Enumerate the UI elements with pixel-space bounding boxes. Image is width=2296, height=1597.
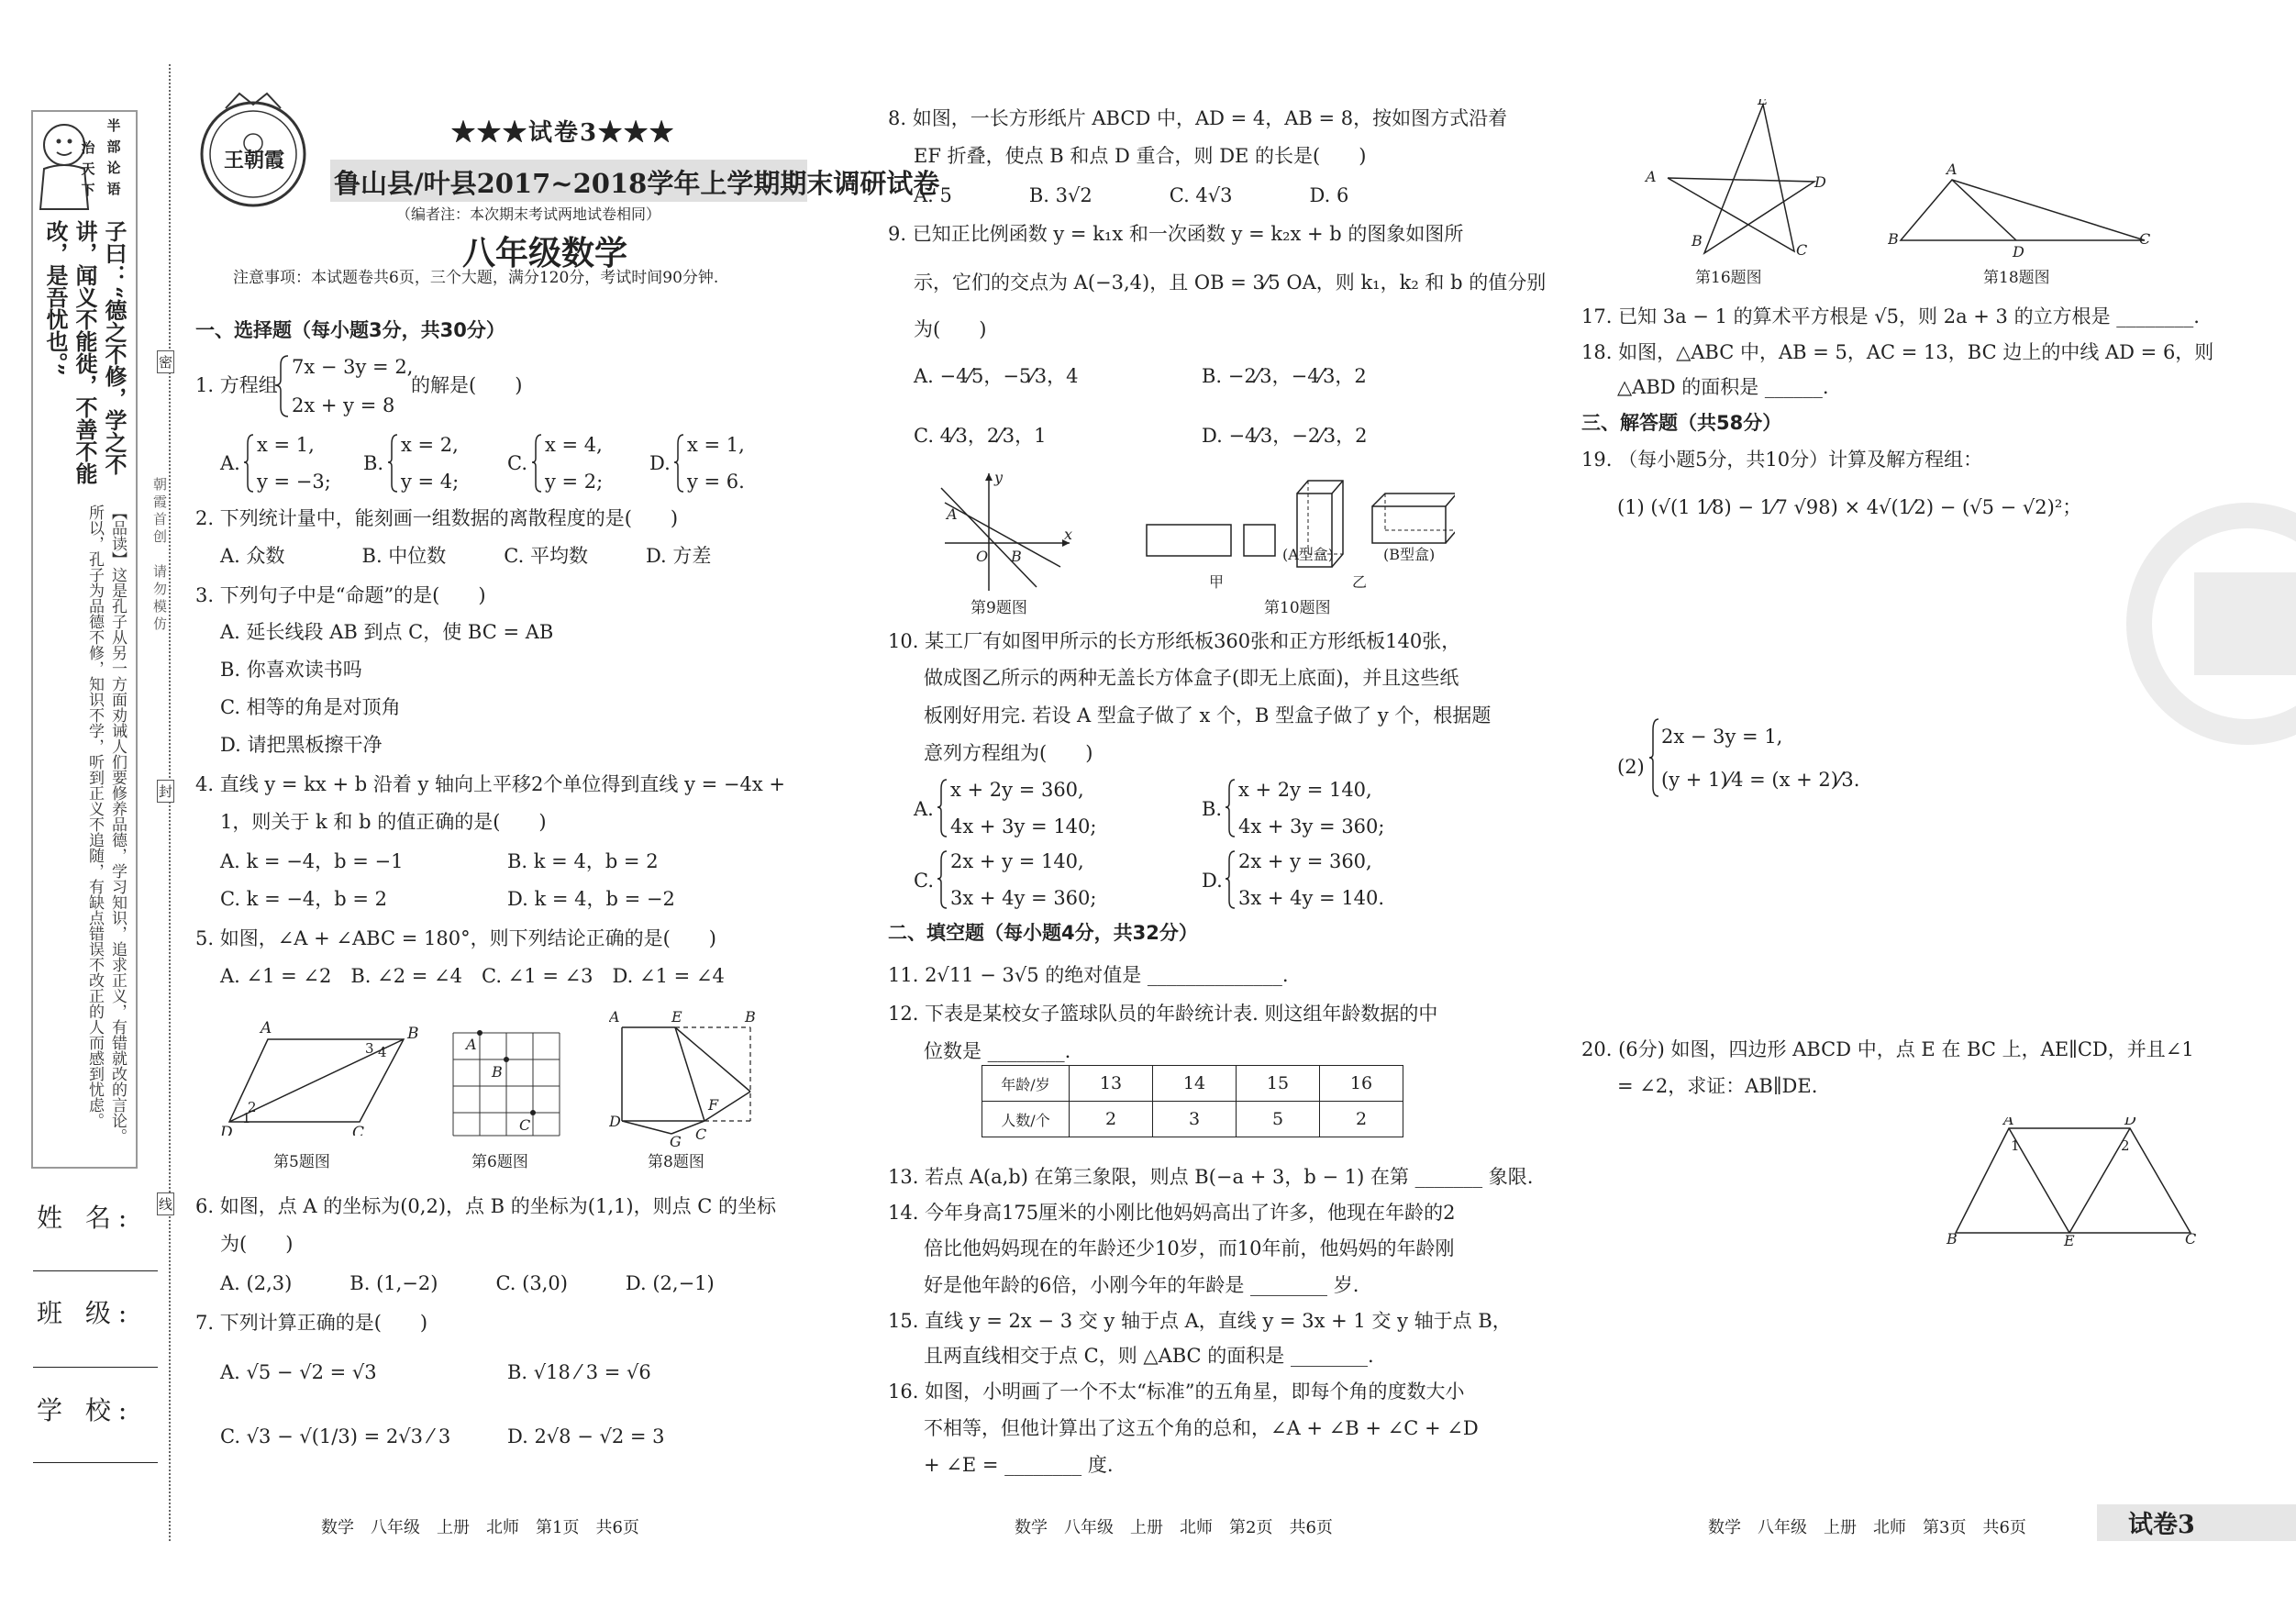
col3-line: 19. （每小题5分，共10分）计算及解方程组：	[1581, 449, 1983, 471]
svg-text:E: E	[2064, 1232, 2075, 1246]
col2-line: 13. 若点 A(a,b) 在第三象限，则点 B(−a + 3，b − 1) 在第 _______ 象限.	[888, 1166, 1534, 1188]
svg-text:D: D	[2013, 243, 2024, 261]
col1-line: 2x + y = 8	[292, 394, 395, 416]
col1-line: x = 4,	[545, 434, 603, 456]
col1-line: C. 相等的角是对顶角	[220, 696, 401, 718]
col1-line: 7x − 3y = 2,	[292, 356, 414, 378]
svg-text:G: G	[670, 1133, 682, 1147]
exam-notice: 注意事项：本试题卷共6页，三个大题，满分120分，考试时间90分钟.	[233, 269, 719, 287]
svg-text:E: E	[671, 1009, 682, 1026]
col2-line: 板刚好用完. 若设 A 型盒子做了 x 个，B 型盒子做了 y 个，根据题	[924, 704, 1492, 726]
col1-line: y = 6.	[687, 471, 745, 493]
col1-line: A. 延长线段 AB 到点 C，使 BC = AB	[220, 621, 554, 643]
svg-text:2: 2	[248, 1099, 257, 1115]
svg-text:C: C	[695, 1126, 707, 1143]
col2-line: 且两直线相交于点 C，则 △ABC 的面积是 ________.	[924, 1345, 1374, 1367]
col3-line: (1) (√(1 1⁄8) − 1⁄7 √98) × 4√(1⁄2) − (√5 − √2)²；	[1617, 496, 2082, 518]
col2-line: 好是他年龄的6倍，小刚今年的年龄是 ________ 岁.	[924, 1274, 1359, 1296]
fig10-jia: 甲	[1209, 573, 1225, 591]
col1-line: A. ∠1 = ∠2 B. ∠2 = ∠4 C. ∠1 = ∠3 D. ∠1 = ∠4	[220, 965, 725, 987]
col2-line: 10. 某工厂有如图甲所示的长方形纸板360张和正方形纸板140张，	[888, 630, 1461, 652]
col2-line: A.	[914, 798, 934, 820]
fig10-a-box: (A型盒)	[1282, 546, 1335, 563]
school-label: 学 校:	[37, 1395, 135, 1425]
svg-text:C: C	[2185, 1230, 2197, 1246]
footer-badge: 试卷3	[2128, 1511, 2195, 1539]
col1-line: C. √3 − √(1/3) = 2√3 ⁄ 3	[220, 1425, 451, 1447]
svg-text:A: A	[947, 505, 958, 523]
col2-line: 位数是 ________.	[924, 1040, 1071, 1062]
svg-text:B: B	[1011, 548, 1022, 565]
svg-text:A: A	[466, 1036, 477, 1053]
col2-line: 15. 直线 y = 2x − 3 交 y 轴于点 A，直线 y = 3x + 1 交 y 轴于点 B，	[888, 1310, 1512, 1332]
fig10-b-box: (B型盒)	[1383, 546, 1436, 563]
svg-text:E: E	[1758, 99, 1769, 108]
col2-line: 9. 已知正比例函数 y = k₁x 和一次函数 y = k₂x + b 的图象如图所	[888, 223, 1464, 245]
name-label: 姓 名:	[37, 1203, 135, 1233]
svg-text:O: O	[976, 548, 989, 565]
col2-line: 倍比他妈妈现在的年龄还少10岁，而10年前，他妈妈的年龄刚	[924, 1237, 1455, 1259]
svg-text:B: B	[1888, 230, 1899, 248]
footer-page-1: 数学 八年级 上册 北师 第1页 共6页	[321, 1518, 639, 1537]
svg-text:D: D	[1814, 173, 1825, 191]
svg-text:B: B	[1691, 232, 1703, 250]
col1-line: y = 2;	[545, 471, 604, 493]
editor-note: （编者注：本次期末考试两地试卷相同）	[396, 205, 661, 223]
col1-line: y = −3;	[257, 471, 331, 493]
col1-line: A.	[220, 452, 240, 474]
col2-line: A. 5 B. 3√2 C. 4√3 D. 6	[914, 184, 1349, 206]
col1-line: A. √5 − √2 = √3	[220, 1361, 377, 1383]
svg-text:2: 2	[2121, 1137, 2130, 1154]
subject-title: 八年级数学	[462, 234, 628, 272]
seal-mark-1: 密	[157, 350, 174, 373]
footer-page-2: 数学 八年级 上册 北师 第2页 共6页	[1015, 1518, 1333, 1537]
col3-line: 18. 如图，△ABC 中，AB = 5，AC = 13，BC 边上的中线 AD = 6，则	[1581, 341, 2214, 363]
svg-text:C: C	[352, 1124, 365, 1136]
fig16-caption: 第16题图	[1695, 269, 1762, 287]
age-table	[982, 1065, 1403, 1137]
col2-line: 示，它们的交点为 A(−3,4)，且 OB = 3⁄5 OA，则 k₁，k₂ 和 b 的值分别	[914, 272, 1547, 294]
col2-line: 做成图乙所示的两种无盖长方体盒子(即无上底面)，并且这些纸	[924, 667, 1459, 689]
seal-mark-3: 线	[157, 1192, 174, 1215]
svg-text:D: D	[609, 1113, 621, 1130]
col1-line: 4. 直线 y = kx + b 沿着 y 轴向上平移2个单位得到直线 y = −4x +	[195, 773, 785, 795]
sidebar-tag: 半 部 论 语	[106, 117, 121, 197]
col1-line: C. k = −4，b = 2	[220, 888, 388, 910]
col1-line: C.	[507, 452, 527, 474]
col1-line: 7. 下列计算正确的是( )	[195, 1312, 428, 1334]
col1-line: D.	[649, 452, 671, 474]
figure-8	[609, 1009, 774, 1151]
fig5-caption: 第5题图	[273, 1153, 330, 1171]
col2-line: 为( )	[914, 318, 987, 340]
col2-line: 4x + 3y = 360;	[1238, 815, 1385, 837]
col2-line: x + 2y = 360,	[950, 779, 1084, 801]
col1-line: 的解是( )	[411, 374, 523, 396]
seal-mark-2: 封	[157, 780, 174, 803]
col3-line: 20. (6分) 如图，四边形 ABCD 中，点 E 在 BC 上，AE∥CD，并且∠1	[1581, 1038, 2194, 1060]
svg-text:F: F	[708, 1096, 719, 1114]
col1-line: A. 众数 B. 中位数 C. 平均数 D. 方差	[220, 545, 712, 567]
svg-text:A: A	[261, 1019, 272, 1037]
col2-line: D. −4⁄3，−2⁄3，2	[1202, 425, 1368, 447]
col2-line: 14. 今年身高175厘米的小刚比他妈妈高出了许多，他现在年龄的2	[888, 1202, 1456, 1224]
table-row: 年龄/岁 13 14 15 16	[982, 1066, 1403, 1102]
col2-line: + ∠E = ________ 度.	[924, 1454, 1114, 1476]
svg-text:B: B	[407, 1025, 419, 1043]
col2-line: x + 2y = 140,	[1238, 779, 1372, 801]
svg-text:1: 1	[242, 1110, 251, 1126]
col1-line: B. 你喜欢读书吗	[220, 659, 362, 681]
fig10-yi: 乙	[1352, 573, 1368, 591]
fig6-caption: 第6题图	[471, 1153, 528, 1171]
col2-line: A. −4⁄5，−5⁄3，4	[914, 365, 1079, 387]
col2-line: D.	[1202, 870, 1223, 892]
svg-text:A: A	[609, 1009, 620, 1026]
watermark-seal	[2091, 495, 2296, 752]
svg-text:C: C	[1796, 241, 1808, 259]
svg-text:A: A	[2003, 1117, 2014, 1128]
col2-line: 二、填空题（每小题4分，共32分）	[888, 922, 1198, 944]
fig8-caption: 第8题图	[648, 1153, 704, 1171]
exam-title: 鲁山县/叶县2017~2018学年上学期期末调研试卷	[334, 168, 940, 199]
col2-line: 8. 如图，一长方形纸片 ABCD 中，AD = 4，AB = 8，按如图方式沿着	[888, 107, 1508, 129]
figure-5	[220, 1016, 422, 1140]
col1-line: 3. 下列句子中是“命题”的是( )	[195, 584, 486, 606]
equation-braces-col3	[0, 0, 1926, 826]
col2-line: 意列方程组为( )	[924, 742, 1093, 764]
col3-line: △ABD 的面积是 ______.	[1617, 376, 1829, 398]
col1-line: B.	[363, 452, 384, 474]
col2-line: C.	[914, 870, 934, 892]
svg-text:B: B	[492, 1063, 503, 1081]
col1-line: 1，则关于 k 和 b 的值正确的是( )	[220, 811, 547, 833]
col2-line: 12. 下表是某校女子篮球队员的年龄统计表. 则这组年龄数据的中	[888, 1003, 1438, 1025]
svg-text:3: 3	[365, 1040, 374, 1057]
figure-18	[1888, 160, 2154, 265]
svg-text:A: A	[1947, 161, 1958, 178]
col1-line: D. 请把黑板擦干净	[220, 734, 383, 756]
col3-line: 17. 已知 3a − 1 的算术平方根是 √5，则 2a + 3 的立方根是 ________.	[1581, 305, 2200, 327]
col1-line: 一、选择题（每小题3分，共30分）	[195, 319, 505, 341]
col1-line: D. k = 4，b = −2	[507, 888, 675, 910]
svg-text:4: 4	[378, 1044, 387, 1060]
fig10-caption: 第10题图	[1264, 599, 1331, 617]
svg-text:1: 1	[2011, 1137, 2020, 1154]
col1-line: 1. 方程组	[195, 374, 278, 396]
footer-page-3: 数学 八年级 上册 北师 第3页 共6页	[1708, 1518, 2026, 1537]
col1-line: D. 2√8 − √2 = 3	[507, 1425, 665, 1447]
col1-line: 为( )	[220, 1233, 294, 1255]
svg-text:D: D	[2124, 1117, 2136, 1128]
col3-line: (2)	[1617, 756, 1645, 778]
svg-text:C: C	[519, 1116, 531, 1134]
col3-line: 2x − 3y = 1,	[1661, 726, 1783, 748]
col1-line: A. k = −4，b = −1	[220, 850, 404, 872]
col3-line: (y + 1)⁄4 = (x + 2)⁄3.	[1661, 769, 1860, 791]
figure-6	[449, 1029, 563, 1144]
svg-text:D: D	[220, 1124, 233, 1136]
col1-line: 6. 如图，点 A 的坐标为(0,2)，点 B 的坐标为(1,1)，则点 C 的坐标	[195, 1195, 776, 1217]
class-label: 班 级:	[37, 1298, 135, 1328]
col1-line: x = 2,	[401, 434, 459, 456]
sidebar-tag-2: 治 天 下	[81, 139, 95, 198]
footer-badge-bg	[2097, 1504, 2296, 1541]
svg-text:B: B	[745, 1009, 756, 1026]
svg-text:A: A	[1646, 168, 1657, 185]
table-row: 人数/个 2 3 5 2	[982, 1102, 1403, 1137]
col2-line: EF 折叠，使点 B 和点 D 重合，则 DE 的长是( )	[914, 145, 1367, 167]
col1-line: 5. 如图，∠A + ∠ABC = 180°，则下列结论正确的是( )	[195, 927, 716, 949]
col2-line: B.	[1202, 798, 1223, 820]
figure-20	[1943, 1117, 2200, 1250]
col1-line: 2. 下列统计量中，能刻画一组数据的离散程度的是( )	[195, 507, 679, 529]
col2-line: C. 4⁄3，2⁄3，1	[914, 425, 1047, 447]
svg-text:C: C	[2139, 230, 2151, 248]
col1-line: B. √18 ⁄ 3 = √6	[507, 1361, 651, 1383]
col2-line: 不相等，但他计算出了这五个角的总和，∠A + ∠B + ∠C + ∠D	[924, 1417, 1479, 1439]
col2-line: 3x + 4y = 140.	[1238, 887, 1385, 909]
col2-line: 2x + y = 140,	[950, 850, 1084, 872]
paper-number: ★★★试卷3★★★	[451, 119, 676, 147]
svg-text:x: x	[1064, 526, 1073, 543]
col1-line: A. (2,3) B. (1,−2) C. (3,0) D. (2,−1)	[220, 1272, 715, 1294]
col2-line: 11. 2√11 − 3√5 的绝对值是 ______________.	[888, 964, 1289, 986]
fig9-caption: 第9题图	[971, 599, 1027, 617]
col2-line: 2x + y = 360,	[1238, 850, 1372, 872]
col1-line: x = 1,	[687, 434, 745, 456]
col2-line: B. −2⁄3，−4⁄3，2	[1202, 365, 1367, 387]
col2-line: 3x + 4y = 360;	[950, 887, 1097, 909]
col3-line: = ∠2，求证：AB∥DE.	[1617, 1075, 1818, 1097]
svg-text:y: y	[994, 470, 1004, 486]
fig18-caption: 第18题图	[1983, 269, 2050, 287]
col3-line: 三、解答题（共58分）	[1581, 412, 1782, 434]
copyright-note: 朝霞首创 请勿模仿	[151, 477, 168, 634]
col1-line: B. k = 4，b = 2	[507, 850, 659, 872]
col2-line: 4x + 3y = 140;	[950, 815, 1097, 837]
col1-line: y = 4;	[401, 471, 460, 493]
col1-line: x = 1,	[257, 434, 315, 456]
sidebar-commentary: 【品读】这是孔子从另一方面劝诫人们要修养品德，学习知识，追求正义，有错就改的言论。所以，孔子为品德不修，知识不学，听到正义不追随，有缺点错误不改正的人而感到忧虑。	[85, 505, 127, 1144]
svg-text:B: B	[1947, 1230, 1958, 1246]
logo-text: 王朝霞	[223, 149, 284, 172]
sidebar-quote: 子曰：“德之不修，学之不讲，闻义不能徙，不善不能改，是吾忧也。”	[42, 220, 128, 484]
col2-line: 16. 如图，小明画了一个不太“标准”的五角星，即每个角的度数大小	[888, 1381, 1465, 1403]
